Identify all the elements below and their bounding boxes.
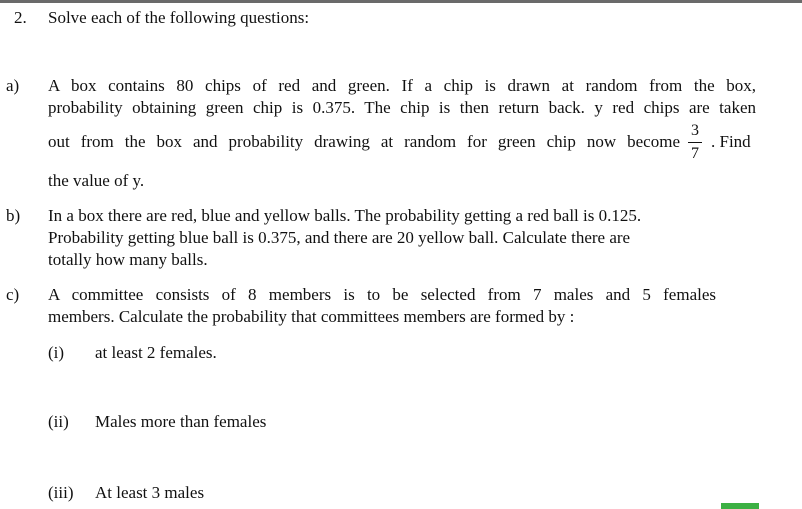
fraction-denominator: 7: [691, 145, 699, 162]
subpart-iii-text: At least 3 males: [95, 483, 205, 502]
part-c-line-1: A committee consists of 8 members is to be selected from 7 males and 5 females: [48, 285, 716, 304]
fraction-bar: [688, 142, 702, 143]
question-number: 2.: [14, 8, 27, 27]
part-a-line-3: out from the box and probability drawing at random for green chip now become: [48, 132, 680, 151]
part-a-line-1: A box contains 80 chips of red and green. If a chip is drawn at random from the box,: [48, 76, 756, 95]
subpart-iii-label: (iii): [48, 483, 74, 502]
green-marker-bar: [721, 503, 759, 509]
part-a-label: a): [6, 76, 20, 95]
subpart-i-text: at least 2 females.: [95, 343, 217, 362]
part-a-line-2: probability obtaining green chip is 0.375. The chip is then return back. y red chips are taken: [48, 98, 756, 117]
question-instruction: Solve each of the following questions:: [48, 8, 310, 27]
subpart-ii-text: Males more than females: [95, 412, 267, 431]
fraction-three-sevenths: [688, 122, 702, 163]
part-b-line-1: In a box there are red, blue and yellow balls. The probability getting a red ball is 0.125.: [48, 206, 642, 225]
part-b-label: b): [6, 206, 21, 225]
part-a-line-3-end: . Find: [711, 132, 751, 151]
subpart-i-label: (i): [48, 343, 65, 362]
part-b-line-2: Probability getting blue ball is 0.375, and there are 20 yellow ball. Calculate there are: [48, 228, 631, 247]
part-a-line-4: the value of y.: [48, 171, 145, 190]
part-c-line-2: members. Calculate the probability that committees members are formed by :: [48, 307, 575, 326]
top-border-line: [0, 0, 802, 3]
part-b-line-3: totally how many balls.: [48, 250, 208, 269]
fraction-numerator: 3: [691, 122, 699, 139]
subpart-ii-label: (ii): [48, 412, 69, 431]
part-c-label: c): [6, 285, 20, 304]
